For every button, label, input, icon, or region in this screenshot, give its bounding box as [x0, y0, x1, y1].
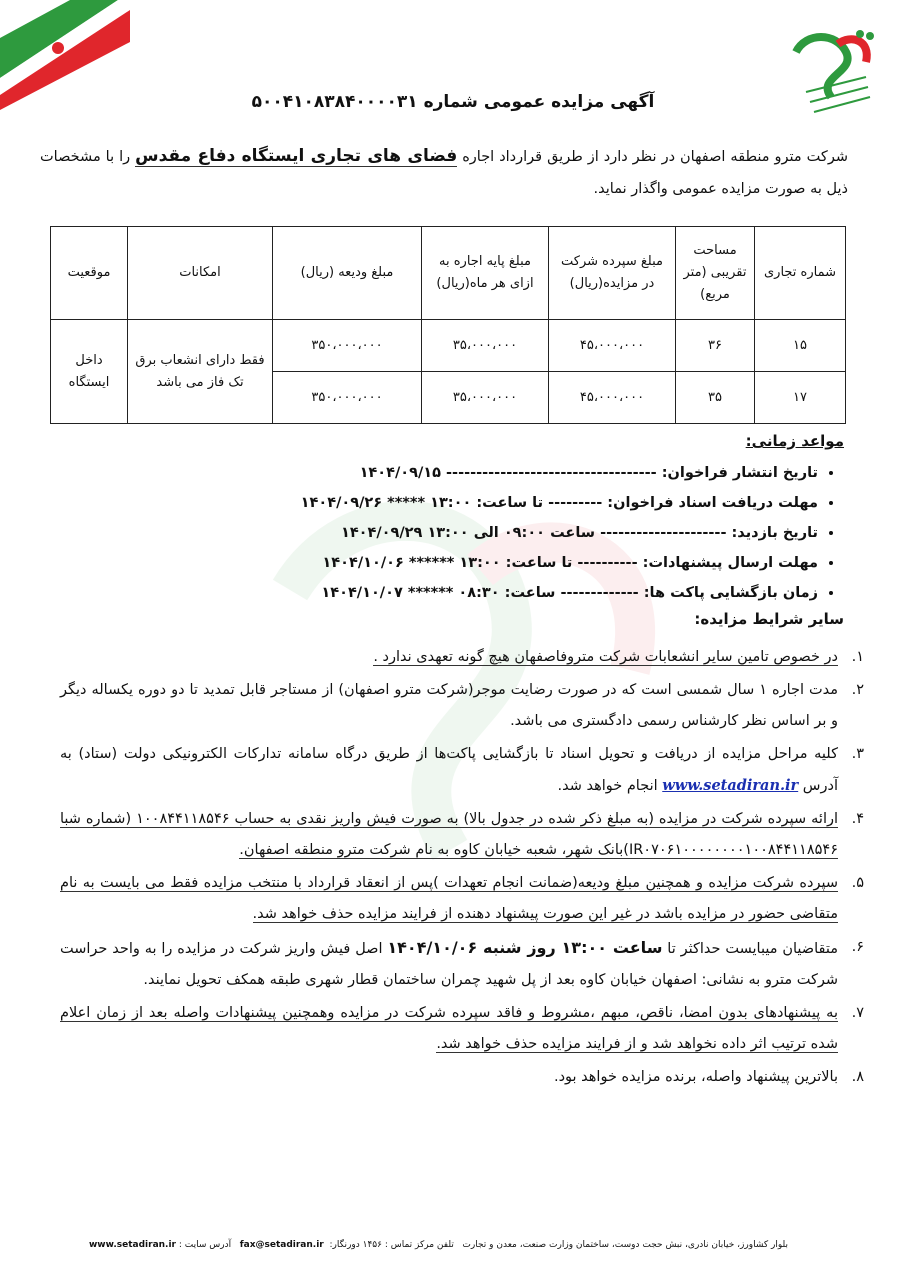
intro-paragraph — [40, 140, 848, 205]
table-cell: ۴۵،۰۰۰،۰۰۰ — [549, 372, 676, 424]
condition-text: انجام خواهد شد. — [557, 778, 663, 794]
condition-number: ۵. — [851, 875, 864, 891]
condition-text: به پیشنهادهای بدون امضا، ناقص، مبهم ،مشروط و فاقد سپرده شرکت در مزایده وهمچنین پیشنهادات واصله بعد از زمان اعلام شده ترتیب اثر داده نخواهد شد و از فرایند مزایده حذف خواهد شد. — [60, 1005, 838, 1052]
condition-text: سپرده شرکت مزایده و همچنین مبلغ ودیعه(ضمانت انجام تعهدات )پس از انعقاد قرارداد با منتخب مزایده فقط می بایست به نام متقاضی حضور در مزایده باشد در غیر این صورت پیشنهاد دهنده از فرایند مزایده حذف خواهد شد. — [60, 875, 838, 922]
setadiran-link[interactable]: www.setadiran.ir — [662, 777, 799, 794]
footer-site-label: آدرس سایت : — [178, 1240, 232, 1250]
condition-item — [60, 804, 866, 866]
condition-number: ۸. — [851, 1069, 864, 1085]
schedule-item: • تاریخ بازدید: --------------------- ساعت ۰۹:۰۰ الی ۱۳:۰۰ ۱۴۰۴/۰۹/۲۹ — [208, 518, 818, 548]
condition-text: بالاترین پیشنهاد واصله، برنده مزایده خواهد بود. — [553, 1069, 838, 1085]
condition-number: ۴. — [851, 811, 864, 827]
intro-bold-subject: فضای های تجاری ایستگاه دفاع مقدس — [135, 146, 458, 166]
auction-table — [50, 226, 846, 424]
condition-item — [60, 932, 866, 996]
schedule-item: • مهلت دریافت اسناد فراخوان: --------- تا ساعت: ۱۳:۰۰ ***** ۱۴۰۴/۰۹/۲۶ — [208, 488, 818, 518]
col-header: موقعیت — [51, 227, 128, 320]
condition-number: ۲. — [851, 682, 864, 698]
intro-text-2: را با مشخصات ذیل به صورت مزایده عمومی واگذار نماید. — [40, 149, 848, 197]
condition-deadline-bold: ساعت ۱۳:۰۰ روز شنبه ۱۴۰۴/۱۰/۰۶ — [387, 938, 663, 957]
table-cell: ۴۵،۰۰۰،۰۰۰ — [549, 320, 676, 372]
schedule-item: • زمان بازگشایی پاکت ها: ------------- ساعت: ۰۸:۳۰ ****** ۱۴۰۴/۱۰/۰۷ — [208, 578, 818, 608]
schedule-item: • تاریخ انتشار فراخوان: ----------------------------------- ۱۴۰۴/۰۹/۱۵ — [208, 458, 818, 488]
schedule-list — [208, 458, 840, 608]
condition-number: ۷. — [851, 1005, 864, 1021]
col-header: مبلغ سپرده شرکت در مزایده(ریال) — [549, 227, 676, 320]
table-cell: ۳۵،۰۰۰،۰۰۰ — [422, 320, 549, 372]
page-title: آگهی مزایده عمومی شماره ۵۰۰۴۱۰۸۳۸۴۰۰۰۰۳۱ — [251, 92, 655, 112]
col-header: مبلغ پایه اجاره به ازای هر ماه(ریال) — [422, 227, 549, 320]
footer-fax[interactable]: fax@setadiran.ir — [239, 1240, 324, 1250]
table-header-row — [51, 227, 846, 320]
condition-item — [60, 642, 866, 673]
table-cell: ۳۵۰،۰۰۰،۰۰۰ — [273, 372, 422, 424]
condition-item — [60, 1062, 866, 1093]
table-cell: ۳۶ — [676, 320, 755, 372]
table-cell: ۳۵ — [676, 372, 755, 424]
setad-logo — [776, 22, 886, 132]
table-row — [51, 320, 846, 372]
col-header: مبلغ ودیعه (ریال) — [273, 227, 422, 320]
page-footer — [88, 1240, 788, 1250]
conditions-list — [60, 642, 866, 1095]
location-cell: داخل ایستگاه — [51, 320, 128, 424]
col-header: شماره تجاری — [755, 227, 846, 320]
condition-text: در خصوص تامین سایر انشعابات شرکت متروفاصفهان هیچ گونه تعهدی ندارد . — [373, 649, 838, 665]
col-header: مساحت تقریبی (متر مربع) — [676, 227, 755, 320]
condition-item — [60, 739, 866, 802]
table-cell: ۳۵۰،۰۰۰،۰۰۰ — [273, 320, 422, 372]
facilities-cell: فقط دارای انشعاب برق تک فاز می باشد — [128, 320, 273, 424]
condition-text: مدت اجاره ۱ سال شمسی است که در صورت رضایت موجر(شرکت مترو اصفهان) از مستاجر قابل تمدید تا دو دوره یکساله دیگر و بر اساس نظر کارشناس رسمی دادگستری می باشد. — [60, 682, 838, 729]
condition-text: متقاضیان میبایست حداکثر تا — [662, 941, 839, 957]
intro-text-1: شرکت مترو منطقه اصفهان در نظر دارد از طریق قرارداد اجاره — [457, 149, 848, 165]
col-header: امکانات — [128, 227, 273, 320]
footer-site[interactable]: www.setadiran.ir — [88, 1240, 176, 1250]
condition-number: ۱. — [851, 649, 864, 665]
schedule-item: • مهلت ارسال پیشنهادات: ---------- تا ساعت: ۱۳:۰۰ ****** ۱۴۰۴/۱۰/۰۶ — [208, 548, 818, 578]
condition-number: ۳. — [851, 746, 864, 762]
condition-number: ۶. — [851, 939, 864, 955]
condition-text: کلیه مراحل مزایده از دریافت و تحویل اسناد تا بازگشایی پاکت‌ها از طریق درگاه سامانه تدارکات الکترونیکی دولت (ستاد) به آدرس — [60, 746, 838, 794]
footer-phone: تلفن مرکز تماس : ۱۴۵۶ دورنگار: — [329, 1240, 454, 1250]
condition-text: اصل فیش واریز شرکت در مزایده را به واحد حراست شرکت مترو به نشانی: اصفهان خیابان کاوه بعد از پل شهید چمران ساختمان قطار شهری طبقه همکف تحویل نمایند. — [60, 941, 838, 988]
condition-item — [60, 868, 866, 930]
footer-address: بلوار کشاورز، خیابان نادری، نبش حجت دوست، ساختمان وزارت صنعت، معدن و تجارت — [462, 1240, 788, 1250]
condition-item — [60, 675, 866, 737]
schedule-heading: مواعد زمانی: — [745, 432, 844, 450]
conditions-heading: سایر شرایط مزایده: — [694, 610, 844, 628]
condition-text: ارائه سپرده شرکت در مزایده (به مبلغ ذکر شده در جدول بالا) به صورت فیش واریز نقدی به حساب ۱۰۰۸۴۴۱۱۸۵۴۶ (شماره شبا IR۰۷۰۶۱۰۰۰۰۰۰۰۰۱۰۰۸۴۴۱۱۸۵۴۶)بانک شهر، شعبه خیابان کاوه به نام شرکت مترو منطقه اصفهان. — [60, 811, 839, 858]
table-cell: ۱۷ — [755, 372, 846, 424]
condition-item — [60, 998, 866, 1060]
table-cell: ۱۵ — [755, 320, 846, 372]
table-cell: ۳۵،۰۰۰،۰۰۰ — [422, 372, 549, 424]
